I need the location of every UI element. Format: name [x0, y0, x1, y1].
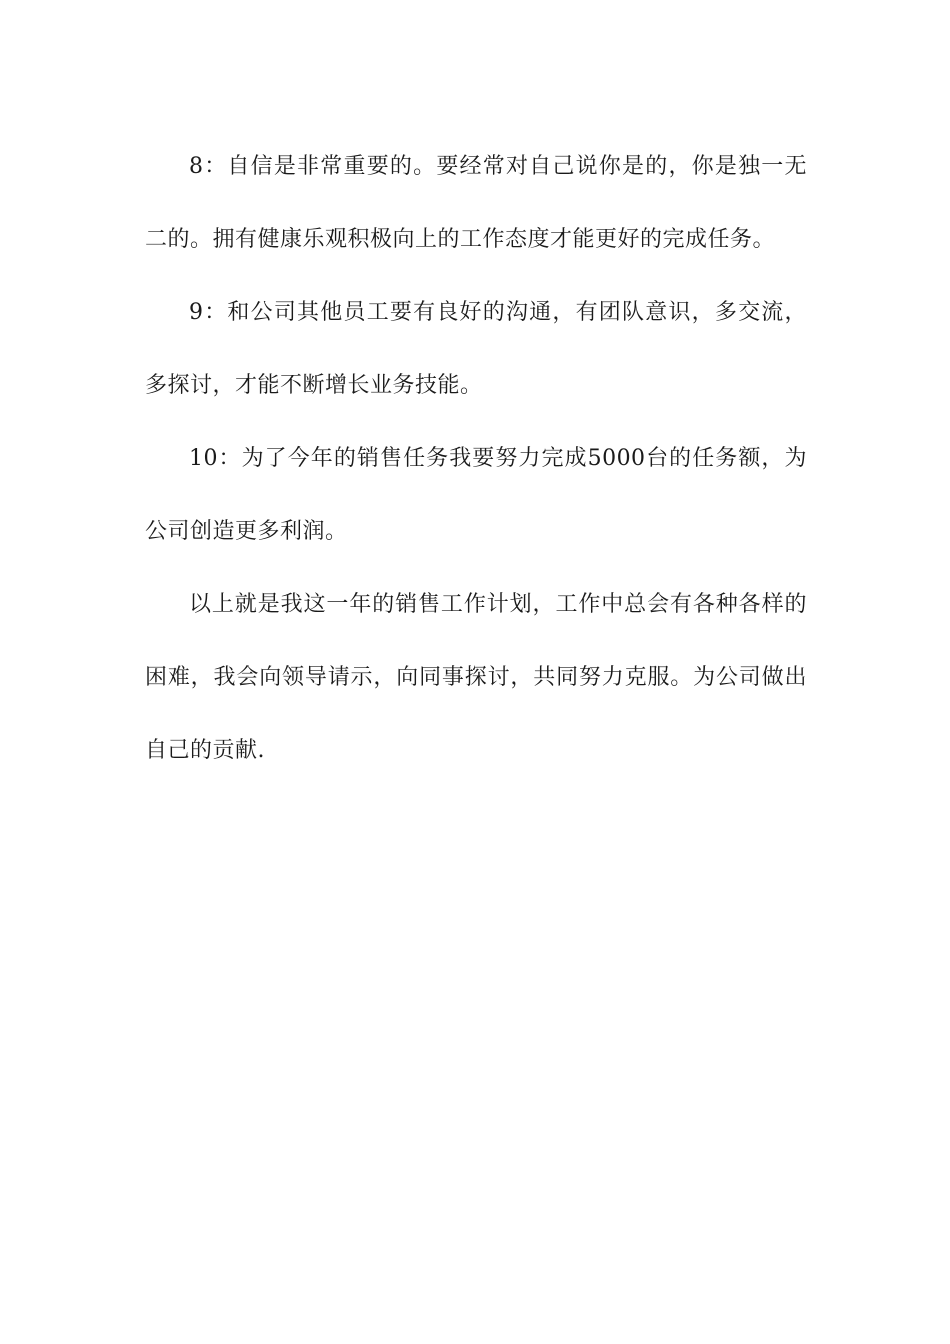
paragraph-sales-target: 10：为了今年的销售任务我要努力完成5000台的任务额，为公司创造更多利润。 — [145, 446, 807, 544]
paragraph-confidence: 8：自信是非常重要的。要经常对自己说你是的，你是独一无二的。拥有健康乐观积极向上的工作态度才能更好的完成任务。 — [145, 154, 807, 252]
paragraph-communication: 9：和公司其他员工要有良好的沟通，有团队意识，多交流，多探讨，才能不断增长业务技能。 — [145, 300, 807, 398]
paragraph-conclusion: 以上就是我这一年的销售工作计划，工作中总会有各种各样的困难，我会向领导请示，向同事探讨，共同努力克服。为公司做出自己的贡献. — [145, 592, 807, 763]
document-body — [145, 130, 807, 787]
